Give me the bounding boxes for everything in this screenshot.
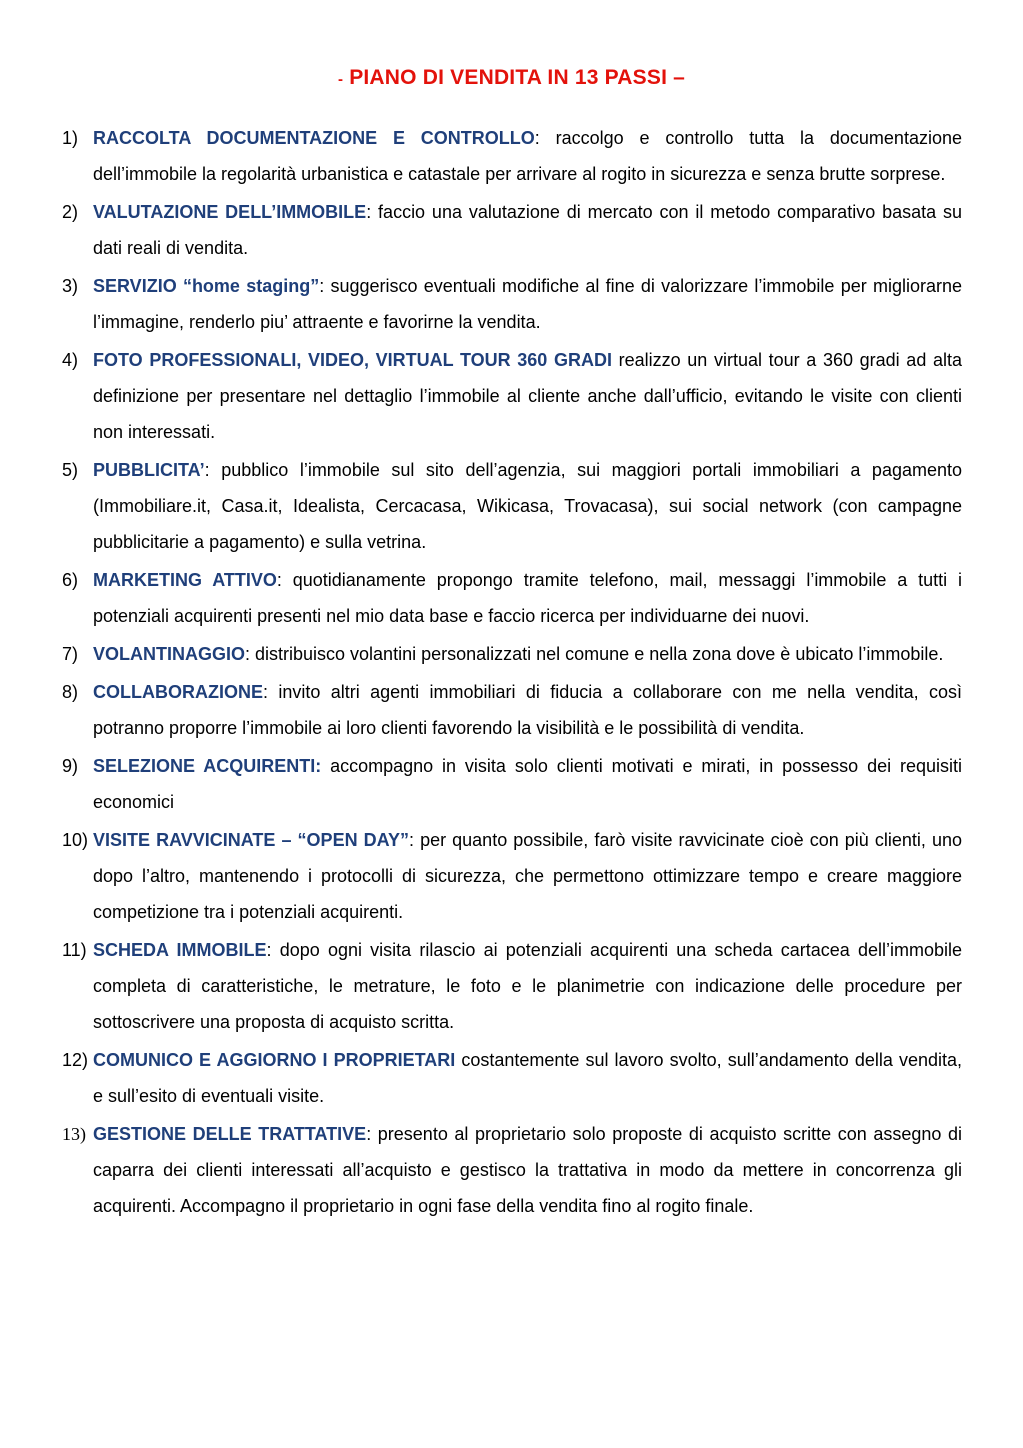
step-description: costantemente sul lavoro svolto, sull’andamento della vendita, e sull’esito di eventuali visite. xyxy=(93,1050,962,1106)
step-number: 1) xyxy=(62,128,79,148)
step-body xyxy=(93,636,962,672)
step-heading: RACCOLTA DOCUMENTAZIONE E CONTROLLO xyxy=(93,128,535,148)
document-title xyxy=(0,66,1023,90)
step-item-5 xyxy=(0,452,1023,560)
step-description: : dopo ogni visita rilascio ai potenziali acquirenti una scheda cartacea dell’immobile completa di caratteristiche, le metrature, le foto e le planimetrie con indicazione delle procedure per sottoscrivere una proposta di acquisto scritta. xyxy=(93,940,962,1032)
step-body xyxy=(93,452,962,560)
step-number: 12) xyxy=(62,1050,89,1070)
step-item-11 xyxy=(0,932,1023,1040)
title-main: PIANO DI VENDITA IN 13 PASSI xyxy=(349,66,668,89)
step-heading: SELEZIONE ACQUIRENTI: xyxy=(93,756,322,776)
step-item-8 xyxy=(0,674,1023,746)
step-body xyxy=(93,562,962,634)
step-number: 13) xyxy=(62,1124,86,1144)
step-body xyxy=(93,932,962,1040)
step-description: : invito altri agenti immobiliari di fiducia a collaborare con me nella vendita, così potranno proporre l’immobile ai loro clienti favorendo la visibilità e le possibilità di vendita. xyxy=(93,682,962,738)
steps-list xyxy=(0,120,1023,1226)
step-item-12 xyxy=(0,1042,1023,1114)
step-description: : raccolgo e controllo tutta la documentazione dell’immobile la regolarità urbanistica e catastale per arrivare al rogito in sicurezza e senza brutte sorprese. xyxy=(93,128,962,184)
step-description: : faccio una valutazione di mercato con il metodo comparativo basata su dati reali di vendita. xyxy=(93,202,962,258)
step-item-7 xyxy=(0,636,1023,672)
step-heading: MARKETING ATTIVO xyxy=(93,570,277,590)
step-description: : presento al proprietario solo proposte di acquisto scritte con assegno di caparra dei clienti interessati all’acquisto e gestisco la trattativa in modo da mettere in concorrenza gli acquirenti. Accompagno il proprietario in ogni fase della vendita fino al rogito finale. xyxy=(93,1124,962,1216)
step-heading: VOLANTINAGGIO xyxy=(93,644,245,664)
title-suffix: – xyxy=(673,66,686,89)
step-heading: FOTO PROFESSIONALI, VIDEO, VIRTUAL TOUR 360 GRADI xyxy=(93,350,612,370)
step-heading: SCHEDA IMMOBILE xyxy=(93,940,267,960)
step-body xyxy=(93,674,962,746)
step-number: 6) xyxy=(62,570,79,590)
step-number: 11) xyxy=(62,940,87,960)
step-heading: PUBBLICITA’ xyxy=(93,460,205,480)
step-item-9 xyxy=(0,748,1023,820)
step-number: 9) xyxy=(62,756,79,776)
step-number: 10) xyxy=(62,830,89,850)
step-number: 2) xyxy=(62,202,79,222)
step-item-2 xyxy=(0,194,1023,266)
step-heading: COMUNICO E AGGIORNO I PROPRIETARI xyxy=(93,1050,456,1070)
step-item-4 xyxy=(0,342,1023,450)
step-number: 3) xyxy=(62,276,79,296)
step-item-13 xyxy=(0,1116,1023,1224)
step-description: : per quanto possibile, farò visite ravvicinate cioè con più clienti, uno dopo l’altro, mantenendo i protocolli di sicurezza, che permettono ottimizzare tempo e creare maggiore competizione tra i potenziali acquirenti. xyxy=(93,830,962,922)
step-body xyxy=(93,1042,962,1114)
step-number: 8) xyxy=(62,682,79,702)
step-body xyxy=(93,822,962,930)
step-description: : suggerisco eventuali modifiche al fine di valorizzare l’immobile per migliorarne l’immagine, renderlo piu’ attraente e favorirne la vendita. xyxy=(93,276,962,332)
step-body xyxy=(93,194,962,266)
step-heading: VALUTAZIONE DELL’IMMOBILE xyxy=(93,202,367,222)
step-heading: SERVIZIO “home staging” xyxy=(93,276,320,296)
step-item-6 xyxy=(0,562,1023,634)
step-item-10 xyxy=(0,822,1023,930)
step-heading: GESTIONE DELLE TRATTATIVE xyxy=(93,1124,367,1144)
step-body xyxy=(93,342,962,450)
title-prefix: - xyxy=(337,71,344,88)
step-number: 5) xyxy=(62,460,79,480)
step-body xyxy=(93,1116,962,1224)
step-body xyxy=(93,748,962,820)
step-body xyxy=(93,120,962,192)
step-description: : distribuisco volantini personalizzati nel comune e nella zona dove è ubicato l’immobile. xyxy=(245,644,944,664)
step-body xyxy=(93,268,962,340)
step-description: accompagno in visita solo clienti motivati e mirati, in possesso dei requisiti economici xyxy=(93,756,962,812)
step-item-1 xyxy=(0,120,1023,192)
step-heading: COLLABORAZIONE xyxy=(93,682,263,702)
step-number: 7) xyxy=(62,644,79,664)
step-item-3 xyxy=(0,268,1023,340)
step-heading: VISITE RAVVICINATE – “OPEN DAY” xyxy=(93,830,409,850)
step-description: : pubblico l’immobile sul sito dell’agenzia, sui maggiori portali immobiliari a pagamento (Immobiliare.it, Casa.it, Idealista, Cercacasa, Wikicasa, Trovacasa), sui social network (con campagne pubblicitarie a pagamento) e sulla vetrina. xyxy=(93,460,962,552)
step-number: 4) xyxy=(62,350,79,370)
step-description: : quotidianamente propongo tramite telefono, mail, messaggi l’immobile a tutti i potenziali acquirenti presenti nel mio data base e faccio ricerca per individuarne dei nuovi. xyxy=(93,570,962,626)
step-description: realizzo un virtual tour a 360 gradi ad alta definizione per presentare nel dettaglio l’immobile al cliente anche dall’ufficio, evitando le visite con clienti non interessati. xyxy=(93,350,962,442)
